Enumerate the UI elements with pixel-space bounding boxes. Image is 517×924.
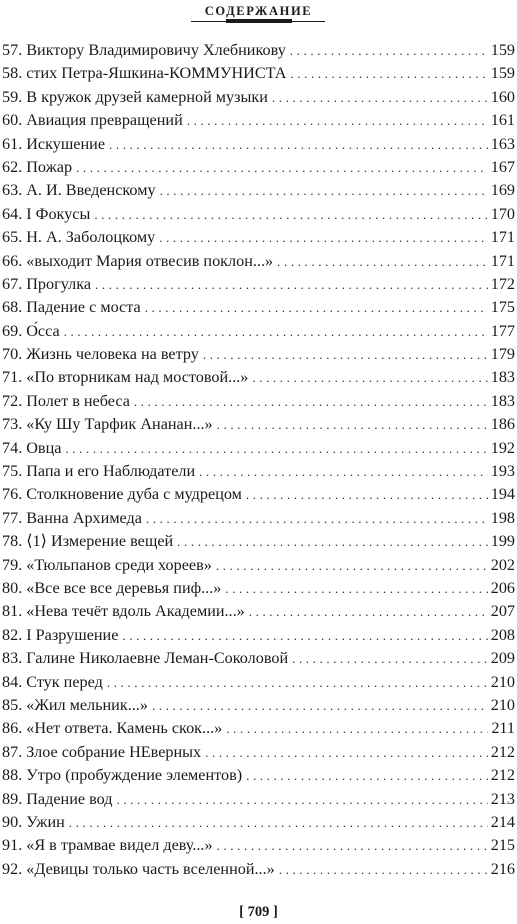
toc-entry-number: 88. bbox=[2, 766, 23, 785]
toc-entry-page: 211 bbox=[491, 719, 515, 738]
toc-entry-number: 61. bbox=[2, 134, 23, 153]
toc-entry-number: 77. bbox=[2, 508, 23, 527]
toc-entry bbox=[2, 530, 515, 553]
toc-entry-number: 71. bbox=[2, 368, 23, 387]
toc-entry-title: Злое собрание НЕверных bbox=[26, 742, 202, 761]
toc-entry-page: 186 bbox=[490, 415, 515, 434]
toc-entry-number: 76. bbox=[2, 485, 23, 504]
toc-entry bbox=[2, 343, 515, 366]
toc-dot-leader bbox=[205, 741, 488, 764]
toc-dot-leader bbox=[226, 717, 488, 740]
toc-entry bbox=[2, 811, 515, 834]
toc-entry-number: 75. bbox=[2, 462, 23, 481]
toc-entry-number: 69. bbox=[2, 321, 23, 340]
toc-entry-title: Утро (пробуждение элементов) bbox=[26, 766, 243, 785]
toc-entry-page: 171 bbox=[490, 251, 515, 270]
toc-entry-number: 82. bbox=[2, 625, 23, 644]
toc-entry-title: Папа и его Наблюдатели bbox=[26, 462, 196, 481]
toc-entry-title: «Девицы только часть вселенной...» bbox=[26, 859, 275, 878]
toc-dot-leader bbox=[272, 86, 488, 109]
toc-entry-title: «По вторникам над мостовой...» bbox=[26, 368, 249, 387]
toc-entry-title: Виктору Владимировичу Хлебникову bbox=[26, 41, 286, 59]
toc-entry-number: 63. bbox=[2, 181, 23, 200]
toc-entry-number: 60. bbox=[2, 111, 23, 130]
toc-dot-leader bbox=[145, 296, 488, 319]
toc-entry-title: Падение с моста bbox=[26, 298, 141, 317]
toc-dot-leader bbox=[225, 577, 487, 600]
toc-entry bbox=[2, 179, 515, 202]
toc-entry bbox=[2, 671, 515, 694]
toc-entry-title: Авиация превращений bbox=[26, 111, 183, 130]
toc-entry-page: 212 bbox=[490, 766, 515, 785]
toc-entry-number: 86. bbox=[2, 719, 23, 738]
toc-entry bbox=[2, 764, 515, 787]
toc-entry-title: Н. А. Заболоцкому bbox=[26, 228, 156, 247]
toc-entry-title: Полет в небеса bbox=[26, 391, 130, 410]
toc-entry-page: 179 bbox=[490, 345, 515, 364]
toc-entry bbox=[2, 858, 515, 881]
toc-entry-page: 169 bbox=[490, 181, 515, 200]
toc-entry bbox=[2, 577, 515, 600]
toc-entry-number: 64. bbox=[2, 204, 23, 223]
toc-entry-title: «Тюльпанов среди хореев» bbox=[26, 555, 212, 574]
toc-entry-number: 85. bbox=[2, 695, 23, 714]
toc-entry-title: «Нева течёт вдоль Академии...» bbox=[26, 602, 245, 621]
toc-entry-page: 209 bbox=[490, 649, 515, 668]
toc-entry-title: ⟨1⟩ Измерение вещей bbox=[26, 532, 174, 551]
toc-entry-title: «Ку Шу Тарфик Ананан...» bbox=[26, 415, 213, 434]
toc-dot-leader bbox=[292, 647, 488, 670]
toc-entry bbox=[2, 39, 515, 62]
toc-dot-leader bbox=[216, 554, 488, 577]
toc-entry-number: 87. bbox=[2, 742, 23, 761]
toc-entry-number: 66. bbox=[2, 251, 23, 270]
toc-entry bbox=[2, 647, 515, 670]
toc-entry bbox=[2, 366, 515, 389]
toc-entry bbox=[2, 717, 515, 740]
toc-entry-number: 84. bbox=[2, 672, 23, 691]
toc-entry bbox=[2, 460, 515, 483]
toc-entry-title: Галине Николаевне Леман-Соколовой bbox=[26, 649, 289, 668]
toc-entry-title: I Разрушение bbox=[26, 625, 119, 644]
toc-dot-leader bbox=[203, 343, 488, 366]
toc-entry bbox=[2, 554, 515, 577]
toc-dot-leader bbox=[69, 811, 488, 834]
toc-dot-leader bbox=[160, 179, 488, 202]
toc-entry-page: 183 bbox=[490, 391, 515, 410]
toc-entry-number: 62. bbox=[2, 157, 23, 176]
toc-entry-page: 161 bbox=[490, 111, 515, 130]
toc-entry-page: 210 bbox=[490, 672, 515, 691]
toc-entry-title: стих Петра-Яшкина-КОММУНИСТА bbox=[26, 64, 287, 83]
page-number: [ 709 ] bbox=[239, 904, 278, 920]
toc-entry-number: 58. bbox=[2, 64, 23, 83]
toc-dot-leader bbox=[65, 437, 487, 460]
toc-entry-page: 216 bbox=[490, 859, 515, 878]
toc-entry-page: 206 bbox=[490, 578, 515, 597]
toc-entry bbox=[2, 413, 515, 436]
toc-entry-number: 68. bbox=[2, 298, 23, 317]
toc-entry-title: Овца bbox=[26, 438, 62, 457]
toc-dot-leader bbox=[290, 39, 488, 62]
toc-dot-leader bbox=[290, 62, 487, 85]
toc-entry-number: 57. bbox=[2, 41, 23, 59]
toc-entry-page: 177 bbox=[490, 321, 515, 340]
toc-dot-leader bbox=[277, 250, 488, 273]
toc-dot-leader bbox=[159, 226, 488, 249]
toc-entry-page: 208 bbox=[490, 625, 515, 644]
toc-entry-number: 89. bbox=[2, 789, 23, 808]
toc-dot-leader bbox=[187, 109, 488, 132]
toc-entry-number: 83. bbox=[2, 649, 23, 668]
toc-dot-leader bbox=[246, 764, 488, 787]
toc-dot-leader bbox=[279, 858, 488, 881]
toc-dot-leader bbox=[109, 133, 488, 156]
toc-entry bbox=[2, 133, 515, 156]
toc-entry-title: «выходит Мария отвесив поклон...» bbox=[26, 251, 274, 270]
toc-entry-number: 79. bbox=[2, 555, 23, 574]
toc-entry-number: 67. bbox=[2, 274, 23, 293]
table-of-contents bbox=[2, 39, 515, 881]
toc-entry-number: 74. bbox=[2, 438, 23, 457]
toc-entry-page: 171 bbox=[490, 228, 515, 247]
toc-entry bbox=[2, 600, 515, 623]
toc-dot-leader bbox=[217, 413, 488, 436]
toc-entry-title: «Нет ответа. Камень скок...» bbox=[26, 719, 223, 738]
toc-dot-leader bbox=[95, 273, 488, 296]
toc-entry-title: I Фокусы bbox=[26, 204, 91, 223]
toc-entry-title: Столкновение дуба с мудрецом bbox=[26, 485, 242, 504]
toc-entry-title: Стук перед bbox=[26, 672, 103, 691]
toc-entry-number: 91. bbox=[2, 836, 23, 855]
toc-entry bbox=[2, 694, 515, 717]
toc-dot-leader bbox=[177, 530, 488, 553]
toc-dot-leader bbox=[199, 460, 488, 483]
toc-entry bbox=[2, 226, 515, 249]
toc-dot-leader bbox=[146, 507, 488, 530]
toc-entry bbox=[2, 788, 515, 811]
toc-entry bbox=[2, 437, 515, 460]
toc-entry-number: 90. bbox=[2, 812, 23, 831]
toc-entry-page: 215 bbox=[490, 836, 515, 855]
toc-entry-number: 59. bbox=[2, 87, 23, 106]
toc-entry bbox=[2, 390, 515, 413]
toc-entry-number: 65. bbox=[2, 228, 23, 247]
header-ornament-rule bbox=[0, 19, 517, 25]
toc-entry-page: 160 bbox=[490, 87, 515, 106]
toc-dot-leader bbox=[217, 834, 488, 857]
toc-entry-title: Пожар bbox=[26, 157, 73, 176]
toc-entry-title: Ванна Архимеда bbox=[26, 508, 142, 527]
header-rule-thick-line bbox=[226, 19, 292, 23]
toc-dot-leader bbox=[249, 600, 488, 623]
toc-entry bbox=[2, 203, 515, 226]
toc-entry-page: 159 bbox=[490, 41, 515, 59]
toc-dot-leader bbox=[246, 483, 488, 506]
page-title: СОДЕРЖАНИЕ bbox=[204, 4, 313, 18]
toc-entry bbox=[2, 62, 515, 85]
toc-entry-title: Искушение bbox=[26, 134, 105, 153]
toc-entry-number: 81. bbox=[2, 602, 23, 621]
toc-entry-title: «Жил мельник...» bbox=[26, 695, 148, 714]
toc-entry-page: 167 bbox=[490, 157, 515, 176]
running-header bbox=[0, 2, 517, 20]
toc-entry-number: 92. bbox=[2, 859, 23, 878]
toc-dot-leader bbox=[252, 366, 487, 389]
toc-entry-page: 210 bbox=[490, 695, 515, 714]
toc-entry bbox=[2, 624, 515, 647]
toc-entry-page: 183 bbox=[490, 368, 515, 387]
toc-entry-number: 73. bbox=[2, 415, 23, 434]
toc-entry-page: 207 bbox=[490, 602, 515, 621]
toc-entry-number: 72. bbox=[2, 391, 23, 410]
toc-entry bbox=[2, 156, 515, 179]
toc-entry-page: 198 bbox=[490, 508, 515, 527]
toc-dot-leader bbox=[94, 203, 487, 226]
toc-entry-page: 159 bbox=[490, 64, 515, 83]
toc-entry-number: 78. bbox=[2, 532, 23, 551]
toc-dot-leader bbox=[107, 671, 488, 694]
toc-entry-page: 199 bbox=[490, 532, 515, 551]
toc-entry-title: Ужин bbox=[26, 812, 65, 831]
toc-dot-leader bbox=[76, 156, 488, 179]
toc-dot-leader bbox=[122, 624, 487, 647]
toc-entry bbox=[2, 320, 515, 343]
toc-entry bbox=[2, 86, 515, 109]
toc-entry bbox=[2, 507, 515, 530]
toc-entry bbox=[2, 250, 515, 273]
toc-entry-page: 214 bbox=[490, 812, 515, 831]
toc-dot-leader bbox=[64, 320, 488, 343]
toc-dot-leader bbox=[152, 694, 488, 717]
toc-entry-page: 212 bbox=[490, 742, 515, 761]
toc-entry-title: А. И. Введенскому bbox=[26, 181, 156, 200]
toc-entry-title: «Я в трамвае видел деву...» bbox=[26, 836, 213, 855]
toc-dot-leader bbox=[116, 788, 487, 811]
toc-entry-title: «Все все все деревья пиф...» bbox=[26, 578, 222, 597]
toc-entry-number: 80. bbox=[2, 578, 23, 597]
toc-entry bbox=[2, 834, 515, 857]
toc-entry-page: 175 bbox=[490, 298, 515, 317]
toc-entry-title: В кружок друзей камерной музыки bbox=[26, 87, 268, 106]
toc-entry bbox=[2, 483, 515, 506]
toc-entry-title: О́сса bbox=[26, 321, 60, 340]
toc-entry bbox=[2, 741, 515, 764]
toc-entry-page: 202 bbox=[490, 555, 515, 574]
toc-entry-page: 213 bbox=[490, 789, 515, 808]
toc-entry-title: Прогулка bbox=[26, 274, 92, 293]
toc-entry-page: 194 bbox=[490, 485, 515, 504]
toc-entry-title: Жизнь человека на ветру bbox=[26, 345, 199, 364]
toc-entry-page: 172 bbox=[490, 274, 515, 293]
toc-entry-page: 193 bbox=[490, 462, 515, 481]
toc-entry bbox=[2, 296, 515, 319]
toc-entry-title: Падение вод bbox=[26, 789, 113, 808]
toc-entry-page: 163 bbox=[490, 134, 515, 153]
toc-entry-number: 70. bbox=[2, 345, 23, 364]
toc-dot-leader bbox=[134, 390, 488, 413]
toc-entry bbox=[2, 109, 515, 132]
toc-entry-page: 170 bbox=[490, 204, 515, 223]
toc-entry bbox=[2, 273, 515, 296]
toc-entry-page: 192 bbox=[490, 438, 515, 457]
